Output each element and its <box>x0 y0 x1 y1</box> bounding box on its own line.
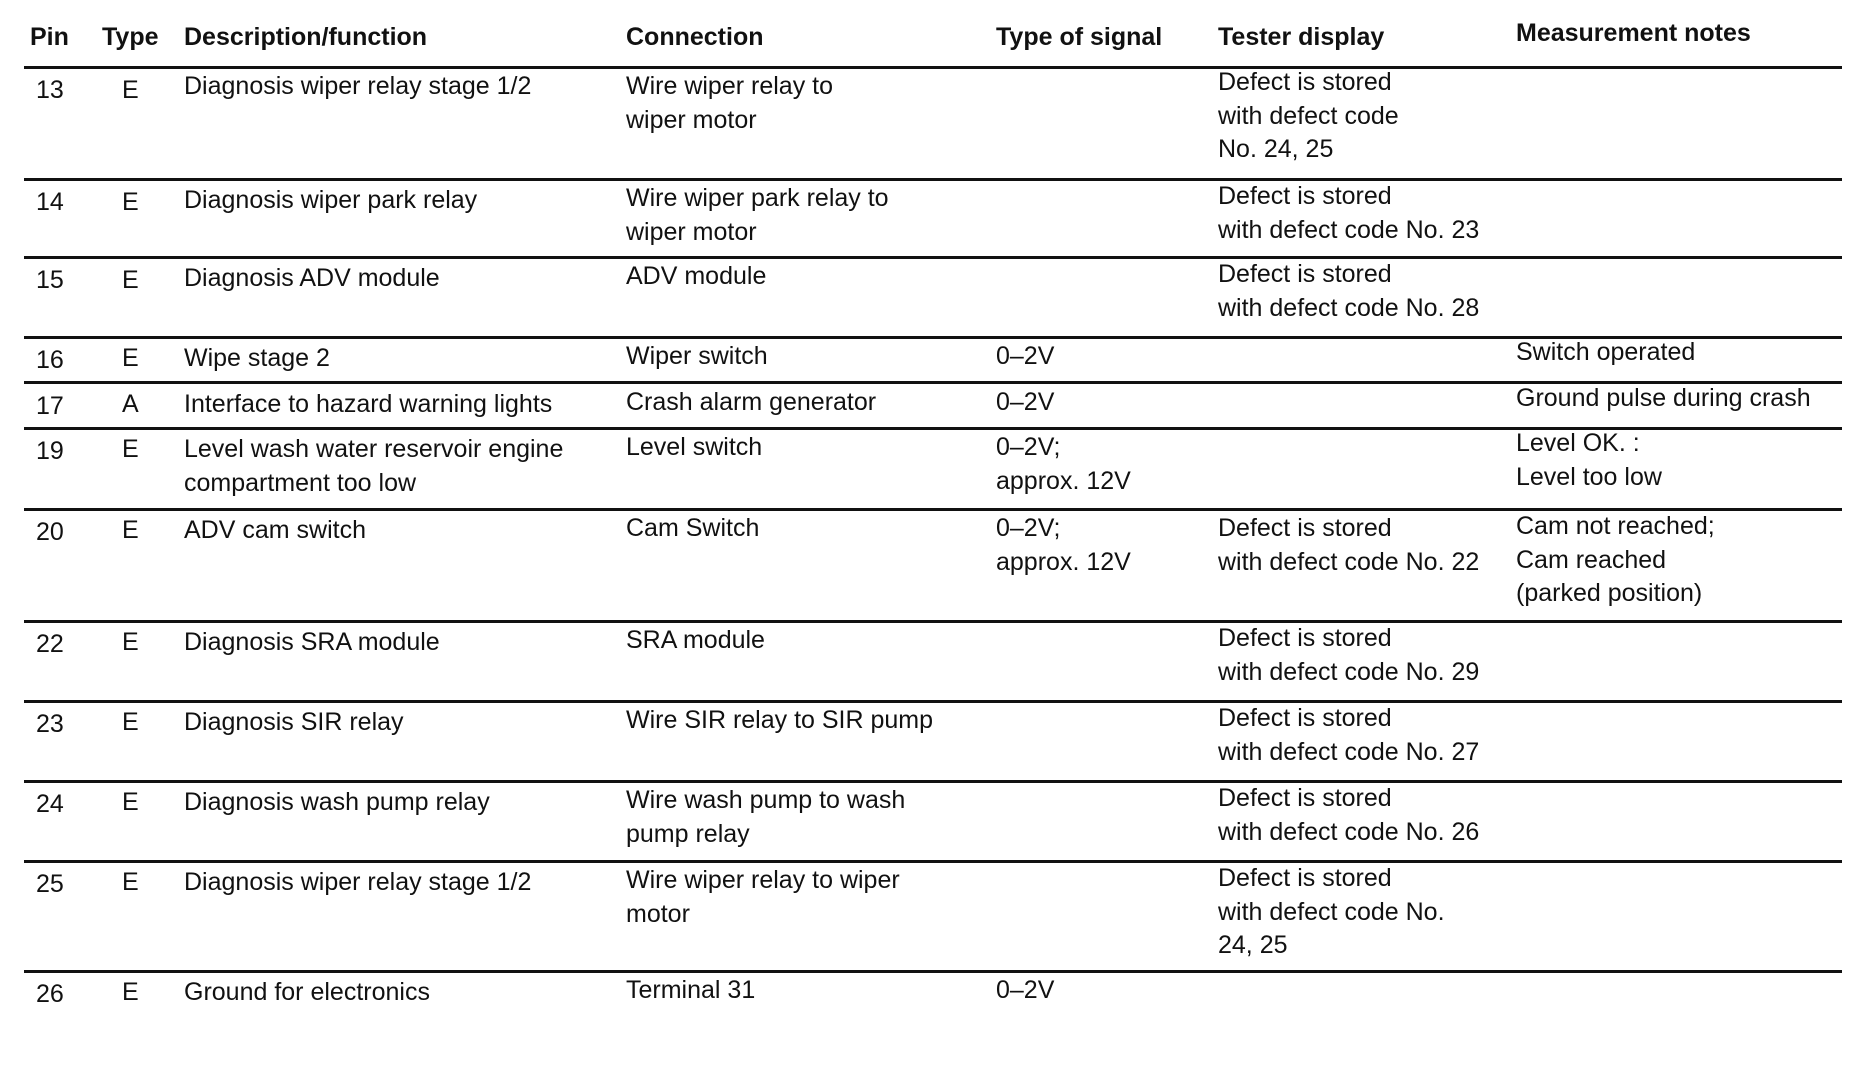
cell-type: E <box>122 76 139 104</box>
cell-pin: 14 <box>36 188 64 216</box>
cell-notes: Ground pulse during crash <box>1516 384 1811 412</box>
cell-description: Diagnosis SRA module <box>184 628 440 656</box>
cell-description: Diagnosis wiper relay stage 1/2 <box>184 868 532 896</box>
cell-tester: Defect is stored with defect code No. 27 <box>1218 704 1480 766</box>
table-divider <box>24 780 1842 783</box>
cell-description: Level wash water reservoir engine compartment too low <box>184 435 564 497</box>
cell-tester: Defect is stored with defect code No. 23 <box>1218 182 1480 244</box>
cell-type: E <box>122 266 139 294</box>
cell-connection: Wire wiper relay to wiper motor <box>626 866 900 928</box>
cell-type: E <box>122 978 139 1006</box>
table-divider <box>24 970 1842 973</box>
header-notes: Measurement notes <box>1516 19 1751 47</box>
cell-description: Diagnosis wiper park relay <box>184 186 478 214</box>
cell-notes: Cam not reached; Cam reached (parked position) <box>1516 512 1715 607</box>
cell-notes: Switch operated <box>1516 338 1696 366</box>
cell-type: E <box>122 435 139 463</box>
header-description: Description/function <box>184 23 428 51</box>
cell-pin: 25 <box>36 870 64 898</box>
cell-description: Diagnosis ADV module <box>184 264 440 292</box>
cell-tester: Defect is stored with defect code No. 28 <box>1218 260 1480 322</box>
cell-description: Diagnosis wash pump relay <box>184 788 490 816</box>
cell-connection: Wire SIR relay to SIR pump <box>626 706 934 734</box>
table-divider <box>24 256 1842 259</box>
cell-signal: 0–2V <box>996 342 1055 370</box>
table-divider <box>24 860 1842 863</box>
cell-pin: 13 <box>36 76 64 104</box>
cell-signal: 0–2V <box>996 976 1055 1004</box>
cell-description: Interface to hazard warning lights <box>184 390 553 418</box>
cell-description: ADV cam switch <box>184 516 366 544</box>
cell-connection: Wiper switch <box>626 342 768 370</box>
cell-connection: Terminal 31 <box>626 976 756 1004</box>
cell-pin: 20 <box>36 518 64 546</box>
cell-description: Wipe stage 2 <box>184 344 330 372</box>
cell-type: E <box>122 516 139 544</box>
cell-type: E <box>122 708 139 736</box>
table-divider <box>24 178 1842 181</box>
header-signal: Type of signal <box>996 23 1163 51</box>
cell-pin: 15 <box>36 266 64 294</box>
cell-pin: 22 <box>36 630 64 658</box>
cell-pin: 17 <box>36 392 64 420</box>
header-tester: Tester display <box>1218 23 1385 51</box>
cell-description: Ground for electronics <box>184 978 430 1006</box>
cell-notes: Level OK. : Level too low <box>1516 429 1662 491</box>
cell-type: A <box>122 390 139 418</box>
cell-connection: SRA module <box>626 626 765 654</box>
table-divider <box>24 66 1842 69</box>
cell-signal: 0–2V <box>996 388 1055 416</box>
header-pin: Pin <box>30 23 69 51</box>
cell-tester: Defect is stored with defect code No. 24, 25 <box>1218 68 1399 163</box>
cell-connection: Wire wiper relay to wiper motor <box>626 72 833 134</box>
cell-tester: Defect is stored with defect code No. 29 <box>1218 624 1480 686</box>
cell-pin: 19 <box>36 437 64 465</box>
cell-connection: ADV module <box>626 262 767 290</box>
cell-type: E <box>122 868 139 896</box>
table-divider <box>24 700 1842 703</box>
cell-type: E <box>122 628 139 656</box>
cell-connection: Level switch <box>626 433 763 461</box>
cell-signal: 0–2V; approx. 12V <box>996 433 1131 495</box>
cell-type: E <box>122 788 139 816</box>
cell-tester: Defect is stored with defect code No. 26 <box>1218 784 1480 846</box>
cell-description: Diagnosis SIR relay <box>184 708 404 736</box>
cell-tester: Defect is stored with defect code No. 24, 25 <box>1218 864 1445 959</box>
cell-connection: Wire wiper park relay to wiper motor <box>626 184 889 246</box>
cell-pin: 16 <box>36 346 64 374</box>
cell-description: Diagnosis wiper relay stage 1/2 <box>184 72 532 100</box>
table-header <box>0 20 1852 64</box>
cell-connection: Wire wash pump to wash pump relay <box>626 786 906 848</box>
cell-connection: Crash alarm generator <box>626 388 877 416</box>
cell-type: E <box>122 344 139 372</box>
cell-signal: 0–2V; approx. 12V <box>996 514 1131 576</box>
cell-tester: Defect is stored with defect code No. 22 <box>1218 514 1480 576</box>
cell-connection: Cam Switch <box>626 514 760 542</box>
table-divider <box>24 620 1842 623</box>
cell-pin: 26 <box>36 980 64 1008</box>
cell-pin: 24 <box>36 790 64 818</box>
cell-type: E <box>122 188 139 216</box>
header-type: Type <box>102 23 159 51</box>
header-connection: Connection <box>626 23 764 51</box>
cell-pin: 23 <box>36 710 64 738</box>
